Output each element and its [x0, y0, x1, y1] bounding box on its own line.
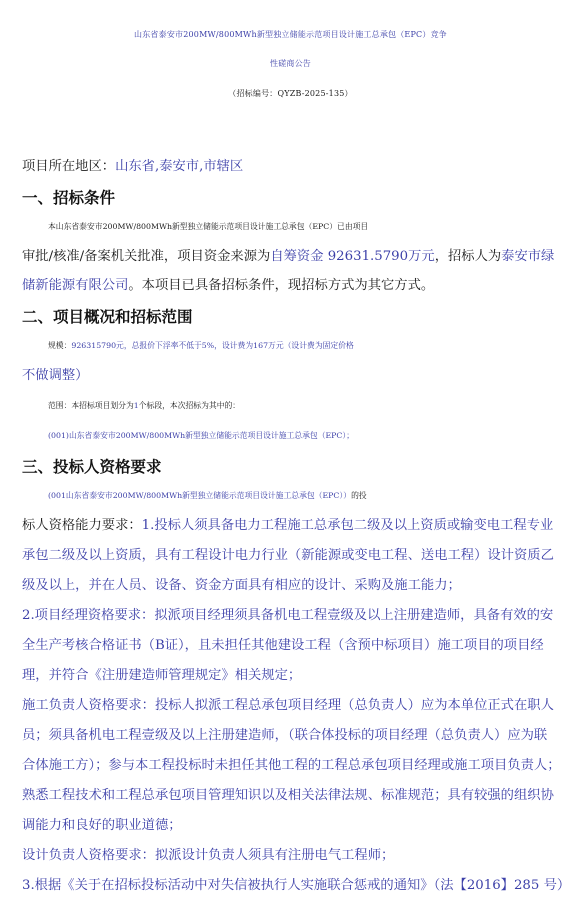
fund-source: 自筹资金 92631.5790万元	[270, 249, 435, 264]
text-fragment: 审批/核准/备案机关批准，项目资金来源为	[22, 249, 271, 264]
location-value: 山东省,泰安市,市辖区	[115, 159, 244, 174]
scale-line	[48, 337, 581, 355]
tender-number: （招标编号：QYZB-2025-135）	[228, 89, 353, 98]
paragraph-line: 设计负责人资格要求：拟派设计负责人须具有注册电气工程师；	[22, 848, 395, 863]
text-fragment: 个标段，本次招标为其中的：	[138, 401, 241, 410]
paragraph-line: 理，并符合《注册建造师管理规定》相关规定；	[22, 668, 302, 683]
lot-item: (001)山东省泰安市200MW/800MWh新型独立储能示范项目设计施工总承包（EPC）；	[48, 431, 355, 440]
scale-value-cont: 不做调整）	[22, 368, 89, 383]
lot-name: (001山东省泰安市200MW/800MWh新型独立储能示范项目设计施工总承包（EPC））	[48, 491, 352, 500]
text-fragment: 范围：本招标项目划分为	[48, 401, 134, 410]
paragraph-line: 员；须具备机电工程壹级及以上注册建造师，（联合体投标的项目经理（总负责人）应为联	[22, 728, 548, 743]
lot-count: 1	[133, 401, 139, 410]
paragraph-line: 调能力和良好的职业道德；	[22, 818, 182, 833]
text-fragment: 。本项目已具备招标条件，现招标方式为其它方式。	[128, 278, 435, 293]
paragraph-line: 全生产考核合格证书（B证），且未担任其他建设工程（含预中标项目）施工项目的项目经	[22, 638, 544, 653]
paragraph-line: 熟悉工程技术和工程总承包项目管理知识以及相关法律法规、标准规范；具有较强的组织协	[22, 788, 554, 803]
section-heading-qualifications: 三、投标人资格要求	[22, 457, 162, 476]
section-heading-tender-conditions: 一、招标条件	[22, 188, 116, 207]
scale-value: 926315790元，总报价下浮率不低于5%，设计费为167万元（设计费为固定价格	[71, 341, 354, 350]
section-heading-project-overview: 二、项目概况和招标范围	[22, 307, 193, 326]
paragraph-line: 合体施工方）；参与本工程投标时未担任其他工程的工程总承包项目经理或施工项目负责人；	[22, 758, 561, 773]
text-fragment: 的投	[351, 491, 367, 500]
requirement-text: 1.投标人须具备电力工程施工总承包二级及以上资质或输变电工程专业	[141, 518, 554, 533]
paragraph-line	[22, 248, 562, 266]
scale-label: 规模：	[48, 341, 72, 350]
text-fragment: 标人资格能力要求：	[22, 518, 142, 533]
paragraph-line: 施工负责人资格要求：投标人拟派工程总承包项目经理（总负责人）应为本单位正式在职人	[22, 698, 554, 713]
page-title-line1: 山东省泰安市200MW/800MWh新型独立储能示范项目设计施工总承包（EPC）竞争	[134, 30, 447, 39]
paragraph-line	[22, 517, 562, 535]
paragraph-line: 级及以上，并在人员、设备、资金方面具有相应的设计、采购及施工能力；	[22, 578, 461, 593]
paragraph-line: 3.根据《关于在招标投标活动中对失信被执行人实施联合惩戒的通知》（法【2016】285 号）	[22, 878, 571, 893]
range-line	[48, 397, 581, 415]
page-title-line2: 性磋商公告	[270, 59, 311, 68]
paragraph-line: 本山东省泰安市200MW/800MWh新型独立储能示范项目设计施工总承包（EPC）已由项目	[48, 222, 369, 231]
project-location	[22, 158, 562, 176]
paragraph-line: 承包二级及以上资质，具有工程设计电力行业（新能源或变电工程、送电工程）设计资质乙	[22, 548, 554, 563]
tenderer-name: 泰安市绿	[501, 249, 555, 264]
location-label: 项目所在地区：	[22, 159, 116, 174]
paragraph-line	[48, 487, 581, 505]
paragraph-line	[22, 277, 562, 295]
text-fragment: ，招标人为	[434, 249, 502, 264]
paragraph-line: 2.项目经理资格要求：拟派项目经理须具备机电工程壹级及以上注册建造师，具备有效的安	[22, 608, 554, 623]
tenderer-name: 储新能源有限公司	[22, 278, 129, 293]
